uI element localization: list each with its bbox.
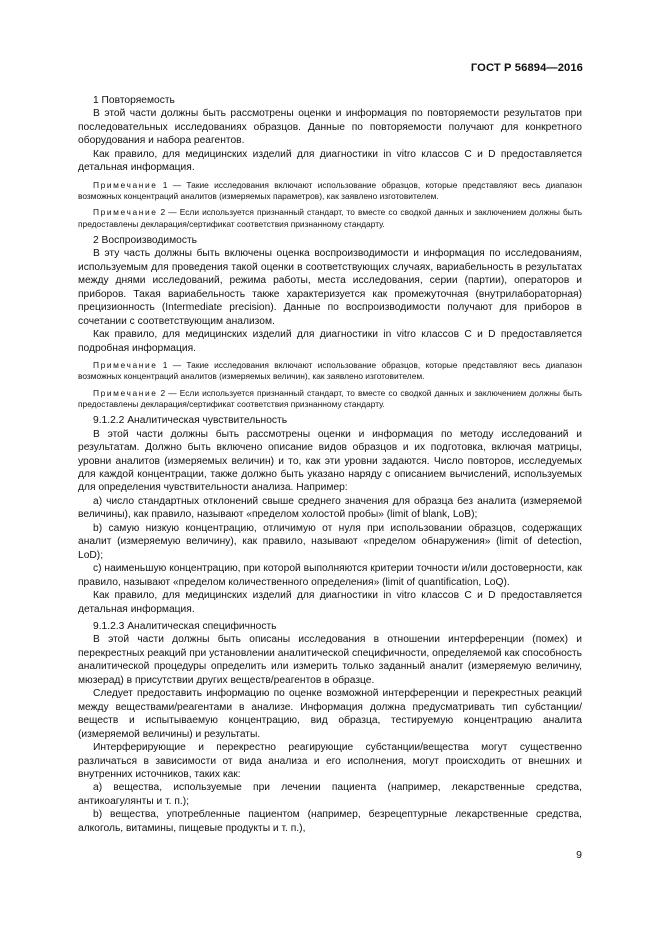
paragraph: Как правило, для медицинских изделий для диагностики in vitro классов C и D предоставляется детальная информация. <box>78 590 582 615</box>
note-text: 1 — Такие исследования включают использование образцов, которые представляют весь диапазон возможных концентраций аналитов (измеряемых параметров), как заявлено изготовителем. <box>78 179 582 202</box>
list-item: b) вещества, употребленные пациентом (например, безрецептурные лекарственные средства, алкоголь, витамины, пищевые продукты и т. п.), <box>78 809 582 834</box>
paragraph: Интерферирующие и перекрестно реагирующие субстанции/вещества могут существенно различаться в зависимости от вида анализа и его исполнения, могут происходить от внешних и внутренних источников, таких как: <box>78 742 582 780</box>
note <box>78 360 582 383</box>
note-label: Примечание <box>93 387 158 398</box>
note-label: Примечание <box>93 207 158 218</box>
paragraph: В этой части должны быть описаны исследования в отношении интерференции (помех) и перекрестных реакций при установлении аналитической специфичности, определяемой как способность аналитической процедуры определить или измерить только заданный аналит (измеряемую величину, мюзерад) в присутствии других веществ/реагентов в образце. <box>78 634 582 686</box>
paragraph: Следует предоставить информацию по оценке возможной интерференции и перекрестных реакций между веществами/реагентами в анализе. Информация должна предусматривать тип субстанции/веществ и испытываемую концентрацию, вид образца, тестируемую концентрацию аналита (измеряемой величины) и результаты. <box>78 688 582 740</box>
list-item: a) вещества, используемые при лечении пациента (например, лекарственные средства, антикоагулянты и т. п.); <box>78 782 582 807</box>
standard-code-header: ГОСТ Р 56894—2016 <box>470 62 583 74</box>
page-number: 9 <box>576 849 582 861</box>
paragraph: В этой части должны быть рассмотрены оценки и информация по методу исследований и результатам. Должно быть включено описание видов образцов и их подготовка, включая матрицы, уровни аналитов (измеряемых величин) и то, как эти уровни задаются. Число повторов, исследуемых для каждой концентрации, также должно быть указано наряду с описанием вычислений, используемых для определения чувствительности анализа. Например: <box>78 428 582 494</box>
section-heading-analytical-sensitivity: 9.1.2.2 Аналитическая чувствительность <box>93 415 288 427</box>
note <box>78 180 582 203</box>
note <box>78 207 582 230</box>
paragraph: В этой части должны быть рассмотрены оценки и информация по повторяемости результатов при последовательных исследованиях образцов. Данные по повторяемости получают для конкретного оборудования и набора реагентов. <box>78 108 582 147</box>
page-body <box>78 94 582 835</box>
list-item: c) наименьшую концентрацию, при которой выполняются критерии точности и/или достоверности, как правило, называют «пределом количественного определения» (limit of quantification, LoQ). <box>78 563 582 588</box>
list-item: a) число стандартных отклонений свыше среднего значения для образца без аналита (измеряемой величины), как правило, называют «пределом холостой пробы» (limit of blank, LoB); <box>78 495 582 521</box>
list-item: b) самую низкую концентрацию, отличимую от нуля при использовании образцов, содержащих аналит (измеряемую величину), как правило, называют «пределом обнаружения» (limit of detection, LoD); <box>78 522 582 561</box>
note-text: 2 — Если используется признанный стандарт, то вместе со сводкой данных и заключением должны быть предоставлены декларация/сертификат соответствия признанному стандарту. <box>78 387 582 409</box>
paragraph: В эту часть должны быть включены оценка воспроизводимости и информация по исследованиям, используемым для проведения такой оценки в соответствующих случаях, вариабельность в результатах между днями исследований, режима работы, места исследования, серии (партии), операторов и приборов. Такая вариабельность также характеризуется как промежуточная (внутрилабораторная) прецизионность (Intermediate precision). Данные по воспроизводимости получают для приборов в сочетании с соответствующим анализом. <box>78 248 582 327</box>
section-heading-analytical-specificity: 9.1.2.3 Аналитическая специфичность <box>93 620 277 632</box>
section-heading-reproducibility: 2 Воспроизводимость <box>93 234 198 246</box>
note <box>78 388 582 411</box>
paragraph: Как правило, для медицинских изделий для диагностики in vitro классов C и D предоставляется подробная информация. <box>78 329 582 354</box>
note-label: Примечание <box>93 179 158 190</box>
paragraph: Как правило, для медицинских изделий для диагностики in vitro классов C и D предоставляется детальная информация. <box>78 148 582 174</box>
section-heading-repeatability: 1 Повторяемость <box>93 95 175 106</box>
note-label: Примечание <box>93 359 158 370</box>
note-text: 2 — Если используется признанный стандарт, то вместе со сводкой данных и заключением должны быть предоставлены декларация/сертификат соответствия признанному стандарту. <box>78 207 582 229</box>
note-text: 1 — Такие исследования включают использование образцов, которые представляют весь диапазон возможных концентраций аналитов (измеряемых величин), как заявлено изготовителем. <box>78 359 582 382</box>
